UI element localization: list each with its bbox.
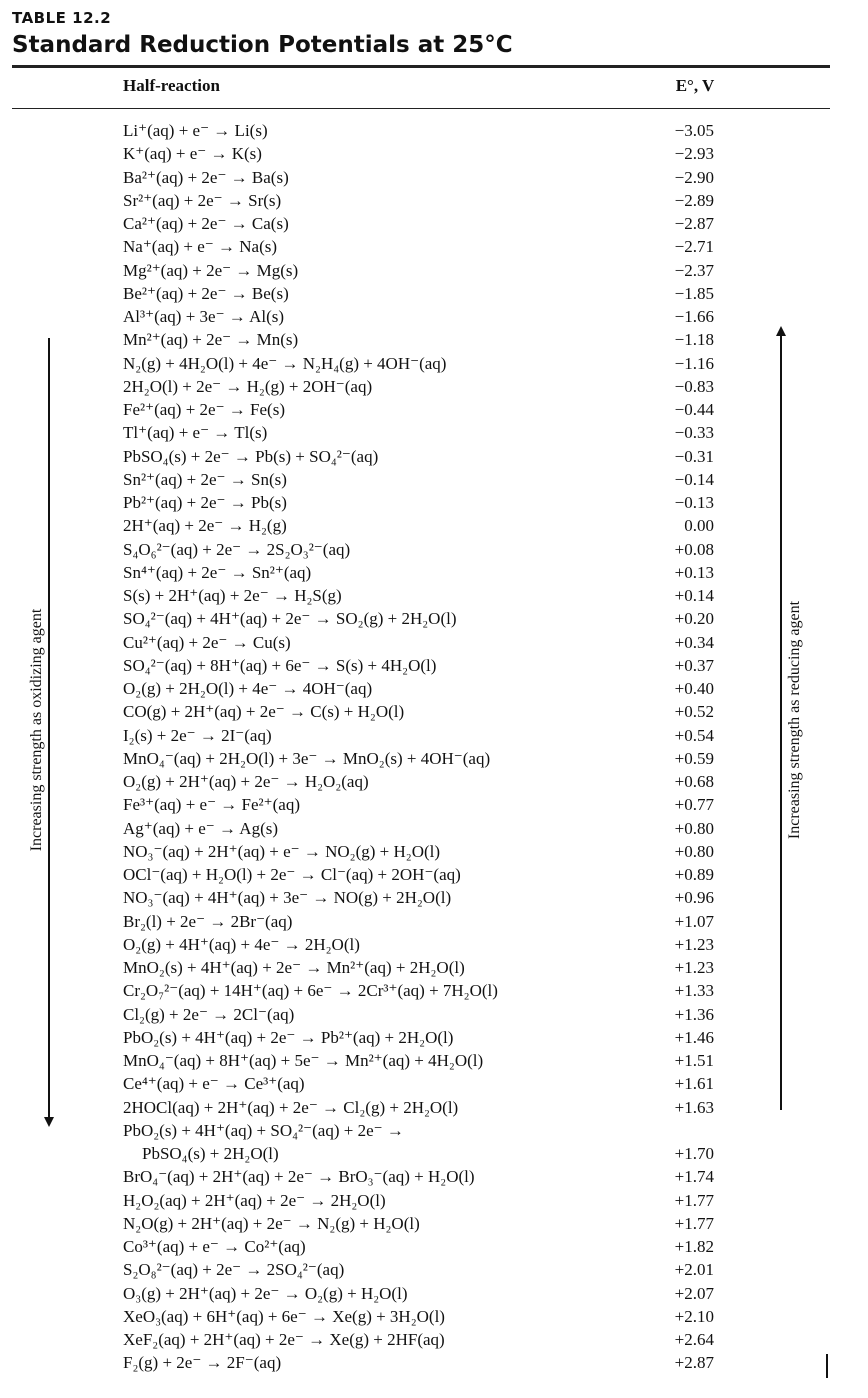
table-row [0,956,868,979]
table-row [0,514,868,537]
table-row [0,305,868,328]
table-row [0,886,868,909]
standard-potential: +0.40 [674,679,714,698]
table-row [0,166,868,189]
table-row [0,1049,868,1072]
half-reaction: PbO₂(s) + 4H⁺(aq) + SO₄²⁻(aq) + 2e⁻ → [123,1120,404,1140]
table-row [0,375,868,398]
table-row [0,979,868,1002]
standard-potential: +1.63 [674,1097,714,1117]
half-reaction: N₂(g) + 4H₂O(l) + 4e⁻ → N₂H₄(g) + 4OH⁻(aq) [123,353,447,373]
half-reaction: Li⁺(aq) + e⁻ → Li(s) [123,121,268,140]
table-row [0,1212,868,1235]
standard-potential: −0.44 [674,400,714,419]
table-row [0,561,868,584]
standard-potential: +1.23 [674,934,714,954]
half-reaction: S₄O₆²⁻(aq) + 2e⁻ → 2S₂O₃²⁻(aq) [123,539,351,559]
standard-potential: +2.07 [674,1283,714,1303]
standard-potential: −2.93 [674,144,714,164]
edge-mark [826,1354,828,1378]
standard-potential: −0.83 [674,376,714,396]
standard-potential: −2.90 [674,167,714,187]
half-reaction: O₂(g) + 2H⁺(aq) + 2e⁻ → H₂O₂(aq) [123,772,369,791]
table-row [0,933,868,956]
table-row [0,584,868,607]
standard-potential: +0.77 [674,795,714,815]
table-row [0,142,868,165]
half-reaction: Sn²⁺(aq) + 2e⁻ → Sn(s) [123,469,287,489]
half-reaction: Cr₂O₇²⁻(aq) + 14H⁺(aq) + 6e⁻ → 2Cr³⁺(aq) + 7H₂O(l) [123,981,498,1001]
reaction-table-body [0,119,868,1375]
table-row [0,1305,868,1328]
half-reaction: S(s) + 2H⁺(aq) + 2e⁻ → H₂S(g) [123,586,342,605]
standard-potential: +1.82 [674,1237,714,1256]
standard-potential: −3.05 [674,121,714,140]
standard-potential: +0.54 [674,725,714,745]
standard-potential: +0.37 [674,655,714,675]
table-row [0,1003,868,1026]
table-row [0,119,868,142]
standard-potential: +1.51 [674,1051,714,1070]
top-rule [12,65,830,68]
standard-potential: −0.13 [674,493,714,512]
table-row [0,468,868,491]
half-reaction: XeF₂(aq) + 2H⁺(aq) + 2e⁻ → Xe(g) + 2HF(aq) [123,1330,445,1349]
table-row [0,747,868,770]
half-reaction: XeO₃(aq) + 6H⁺(aq) + 6e⁻ → Xe(g) + 3H₂O(l) [123,1306,445,1326]
table-row [0,1189,868,1212]
table-row [0,770,868,793]
table-row [0,1235,868,1258]
half-reaction: BrO₄⁻(aq) + 2H⁺(aq) + 2e⁻ → BrO₃⁻(aq) + H₂O(l) [123,1167,475,1187]
half-reaction: O₃(g) + 2H⁺(aq) + 2e⁻ → O₂(g) + H₂O(l) [123,1283,408,1303]
table-row [0,1096,868,1119]
standard-potential: −1.18 [674,330,714,350]
table-row [0,421,868,444]
standard-potential: +1.77 [674,1190,714,1210]
standard-potential: +0.34 [674,632,714,652]
standard-potential: −1.66 [674,307,714,326]
half-reaction: PbSO₄(s) + 2e⁻ → Pb(s) + SO₄²⁻(aq) [123,446,379,466]
standard-potential: +2.64 [674,1330,714,1349]
half-reaction: Ce⁴⁺(aq) + e⁻ → Ce³⁺(aq) [123,1074,305,1094]
table-row [0,282,868,305]
half-reaction: Br₂(l) + 2e⁻ → 2Br⁻(aq) [123,911,293,931]
half-reaction: Tl⁺(aq) + e⁻ → Tl(s) [123,423,268,443]
half-reaction: Mg²⁺(aq) + 2e⁻ → Mg(s) [123,260,299,280]
header-rule [12,108,830,109]
table-row [0,1165,868,1188]
half-reaction: Fe³⁺(aq) + e⁻ → Fe²⁺(aq) [123,795,300,815]
standard-potential: +0.68 [674,772,714,791]
table-row [0,1328,868,1351]
table-row [0,398,868,421]
table-row [0,445,868,468]
standard-potential: +2.10 [674,1306,714,1326]
standard-potential: +0.52 [674,702,714,722]
half-reaction: Na⁺(aq) + e⁻ → Na(s) [123,237,278,257]
standard-potential: +0.20 [674,609,714,629]
table-row [0,212,868,235]
standard-potential: −0.14 [674,469,714,489]
table-row [0,607,868,630]
standard-potential: +1.61 [674,1074,714,1094]
half-reaction: H₂O₂(aq) + 2H⁺(aq) + 2e⁻ → 2H₂O(l) [123,1190,386,1210]
table-row [0,817,868,840]
half-reaction: I₂(s) + 2e⁻ → 2I⁻(aq) [123,725,272,745]
standard-potential: +0.14 [674,586,714,605]
half-reaction: 2H₂O(l) + 2e⁻ → H₂(g) + 2OH⁻(aq) [123,376,373,396]
half-reaction: PbO₂(s) + 4H⁺(aq) + 2e⁻ → Pb²⁺(aq) + 2H₂O(l) [123,1027,454,1047]
table-row [0,840,868,863]
oxidizing-strength-label: Increasing strength as oxidizing agent [28,608,45,852]
standard-potential: +0.80 [674,841,714,861]
standard-potential: +2.01 [674,1260,714,1280]
header-half-reaction: Half-reaction [123,76,220,95]
standard-potential: +0.80 [674,818,714,838]
arrow-up-icon [776,326,786,336]
half-reaction: NO₃⁻(aq) + 4H⁺(aq) + 3e⁻ → NO(g) + 2H₂O(l) [123,888,452,908]
half-reaction: Ba²⁺(aq) + 2e⁻ → Ba(s) [123,167,289,187]
table-row [0,1119,868,1142]
standard-potential: +1.77 [674,1213,714,1233]
standard-potential: −0.31 [674,446,714,466]
half-reaction: MnO₂(s) + 4H⁺(aq) + 2e⁻ → Mn²⁺(aq) + 2H₂O(l) [123,958,465,977]
arrow-down-icon [44,1117,54,1127]
standard-potential: +1.70 [674,1144,714,1163]
half-reaction: Cu²⁺(aq) + 2e⁻ → Cu(s) [123,632,291,652]
half-reaction: Al³⁺(aq) + 3e⁻ → Al(s) [123,307,285,326]
half-reaction: O₂(g) + 4H⁺(aq) + 4e⁻ → 2H₂O(l) [123,934,360,954]
half-reaction: 2HOCl(aq) + 2H⁺(aq) + 2e⁻ → Cl₂(g) + 2H₂O(l) [123,1097,459,1117]
header-potential: E°, V [675,76,715,95]
standard-potential: +1.07 [674,911,714,931]
half-reaction: MnO₄⁻(aq) + 8H⁺(aq) + 5e⁻ → Mn²⁺(aq) + 4H₂O(l) [123,1051,484,1070]
table-row [0,259,868,282]
half-reaction: Ag⁺(aq) + e⁻ → Ag(s) [123,818,279,838]
half-reaction: SO₄²⁻(aq) + 4H⁺(aq) + 2e⁻ → SO₂(g) + 2H₂O(l) [123,609,457,629]
standard-potential: +0.96 [674,888,714,908]
half-reaction: Be²⁺(aq) + 2e⁻ → Be(s) [123,283,289,303]
half-reaction: K⁺(aq) + e⁻ → K(s) [123,144,262,164]
standard-potential: −2.37 [674,260,714,280]
half-reaction: Sn⁴⁺(aq) + 2e⁻ → Sn²⁺(aq) [123,562,312,582]
half-reaction: Fe²⁺(aq) + 2e⁻ → Fe(s) [123,400,285,419]
standard-potential: −2.89 [674,190,714,210]
table-row [0,793,868,816]
table-row [0,538,868,561]
standard-potential: +1.74 [674,1167,714,1187]
standard-potential: +2.87 [674,1353,714,1373]
half-reaction: SO₄²⁻(aq) + 8H⁺(aq) + 6e⁻ → S(s) + 4H₂O(l) [123,655,437,675]
standard-potential: −2.87 [674,214,714,233]
half-reaction: S₂O₈²⁻(aq) + 2e⁻ → 2SO₄²⁻(aq) [123,1260,345,1280]
half-reaction: O₂(g) + 2H₂O(l) + 4e⁻ → 4OH⁻(aq) [123,679,373,698]
standard-potential: +1.23 [674,958,714,977]
table-row [0,491,868,514]
standard-potential: +0.59 [674,748,714,768]
standard-potential: +1.46 [674,1027,714,1047]
half-reaction: Co³⁺(aq) + e⁻ → Co²⁺(aq) [123,1237,306,1256]
table-row [0,328,868,351]
oxidizing-arrow-shaft [48,338,50,1120]
standard-potential: −1.85 [674,283,714,303]
standard-potential: −0.33 [674,423,714,443]
standard-potential: +1.36 [674,1004,714,1024]
table-row [0,1258,868,1281]
standard-potential: +0.08 [674,539,714,559]
half-reaction: 2H⁺(aq) + 2e⁻ → H₂(g) [123,516,287,536]
reducing-strength-label: Increasing strength as reducing agent [786,600,803,840]
table-row [0,654,868,677]
half-reaction: N₂O(g) + 2H⁺(aq) + 2e⁻ → N₂(g) + H₂O(l) [123,1213,420,1233]
table-title: Standard Reduction Potentials at 25°C [12,32,513,58]
half-reaction: Sr²⁺(aq) + 2e⁻ → Sr(s) [123,190,282,210]
table-row [0,1351,868,1374]
standard-potential: 0.00 [684,516,714,536]
standard-potential: +0.89 [674,865,714,884]
half-reaction: NO₃⁻(aq) + 2H⁺(aq) + e⁻ → NO₂(g) + H₂O(l) [123,841,441,861]
table-row [0,235,868,258]
table-row [0,189,868,212]
half-reaction: F₂(g) + 2e⁻ → 2F⁻(aq) [123,1353,282,1373]
table-row [0,700,868,723]
table-row [0,863,868,886]
table-row [0,1282,868,1305]
standard-potential: +1.33 [674,981,714,1001]
reducing-arrow-shaft [780,334,782,1110]
half-reaction: CO(g) + 2H⁺(aq) + 2e⁻ → C(s) + H₂O(l) [123,702,405,722]
table-row [0,1072,868,1095]
standard-potential: −2.71 [674,237,714,257]
half-reaction: MnO₄⁻(aq) + 2H₂O(l) + 3e⁻ → MnO₂(s) + 4OH⁻(aq) [123,748,491,768]
table-row [0,352,868,375]
table-row [0,677,868,700]
half-reaction: OCl⁻(aq) + H₂O(l) + 2e⁻ → Cl⁻(aq) + 2OH⁻(aq) [123,865,461,884]
standard-potential: −1.16 [674,353,714,373]
table-row [0,631,868,654]
table-row [0,1142,868,1165]
half-reaction: PbSO₄(s) + 2H₂O(l) [142,1144,279,1163]
standard-potential: +0.13 [674,562,714,582]
table-label: TABLE 12.2 [12,9,112,27]
half-reaction: Mn²⁺(aq) + 2e⁻ → Mn(s) [123,330,299,350]
half-reaction: Ca²⁺(aq) + 2e⁻ → Ca(s) [123,214,289,233]
half-reaction: Cl₂(g) + 2e⁻ → 2Cl⁻(aq) [123,1004,295,1024]
table-row [0,910,868,933]
table-row [0,1026,868,1049]
table-row [0,724,868,747]
half-reaction: Pb²⁺(aq) + 2e⁻ → Pb(s) [123,493,287,512]
